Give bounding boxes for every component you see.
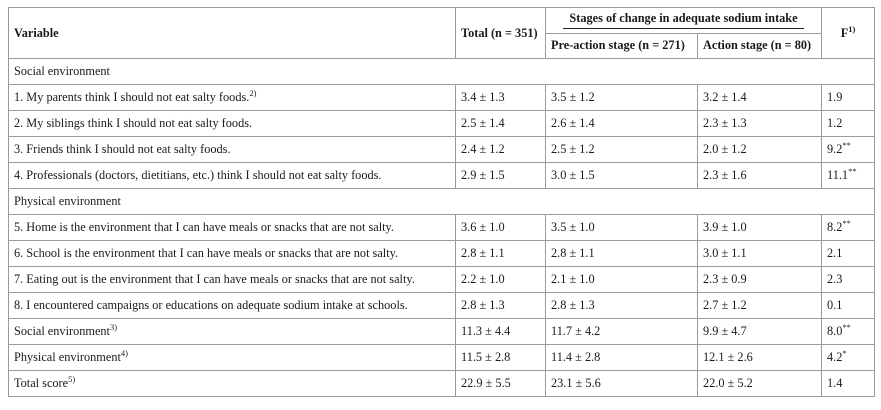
header-variable: Variable <box>9 8 456 59</box>
cell-total: 2.8 ± 1.1 <box>456 241 546 267</box>
section-row-social <box>9 59 875 85</box>
table-row <box>9 85 875 111</box>
cell-action: 2.3 ± 1.3 <box>698 111 822 137</box>
cell-action: 12.1 ± 2.6 <box>698 345 822 371</box>
row-label <box>9 137 456 163</box>
row-label-text: 2. My siblings think I should not eat salty foods. <box>14 116 253 130</box>
row-label <box>9 371 456 397</box>
cell-f-value: 9.2 <box>827 142 843 156</box>
cell-pre-action: 11.7 ± 4.2 <box>546 319 698 345</box>
section-physical: Physical environment <box>9 189 875 215</box>
cell-f-value: 1.9 <box>827 90 843 104</box>
cell-f-value: 2.3 <box>827 272 843 286</box>
table-row <box>9 137 875 163</box>
row-label <box>9 85 456 111</box>
cell-total: 11.3 ± 4.4 <box>456 319 546 345</box>
cell-f <box>822 111 875 137</box>
table-row <box>9 345 875 371</box>
cell-f-value: 1.2 <box>827 116 843 130</box>
row-label <box>9 267 456 293</box>
table-row <box>9 111 875 137</box>
row-label <box>9 111 456 137</box>
row-label-text: 1. My parents think I should not eat salty foods. <box>14 90 250 104</box>
cell-f <box>822 345 875 371</box>
header-f-footnote: 1) <box>848 23 856 34</box>
row-label-text: 3. Friends think I should not eat salty foods. <box>14 142 231 156</box>
cell-f-value: 0.1 <box>827 298 843 312</box>
cell-f-sig: * <box>842 348 847 358</box>
header-f <box>822 8 875 59</box>
cell-f-sig: ** <box>842 140 851 150</box>
cell-action: 3.9 ± 1.0 <box>698 215 822 241</box>
table-row <box>9 293 875 319</box>
cell-total: 2.2 ± 1.0 <box>456 267 546 293</box>
row-label-text: 7. Eating out is the environment that I can have meals or snacks that are not salty. <box>14 272 415 286</box>
cell-pre-action: 11.4 ± 2.8 <box>546 345 698 371</box>
cell-total: 22.9 ± 5.5 <box>456 371 546 397</box>
cell-action: 3.0 ± 1.1 <box>698 241 822 267</box>
cell-f <box>822 293 875 319</box>
cell-f-value: 2.1 <box>827 246 843 260</box>
row-label-footnote: 3) <box>109 322 118 332</box>
cell-pre-action: 3.5 ± 1.2 <box>546 85 698 111</box>
cell-action: 22.0 ± 5.2 <box>698 371 822 397</box>
cell-pre-action: 2.5 ± 1.2 <box>546 137 698 163</box>
table-row <box>9 215 875 241</box>
cell-total: 2.9 ± 1.5 <box>456 163 546 189</box>
cell-f-sig: ** <box>842 322 851 332</box>
cell-pre-action: 2.8 ± 1.1 <box>546 241 698 267</box>
row-label-text: Total score <box>14 376 69 390</box>
header-action: Action stage (n = 80) <box>698 33 822 59</box>
row-label <box>9 163 456 189</box>
cell-f <box>822 267 875 293</box>
cell-f <box>822 241 875 267</box>
cell-action: 9.9 ± 4.7 <box>698 319 822 345</box>
row-label <box>9 319 456 345</box>
row-label-footnote: 2) <box>249 88 257 98</box>
table-row <box>9 319 875 345</box>
cell-action: 2.7 ± 1.2 <box>698 293 822 319</box>
cell-f <box>822 371 875 397</box>
cell-f-value: 4.2 <box>827 350 843 364</box>
cell-f <box>822 319 875 345</box>
cell-f-value: 8.0 <box>827 324 843 338</box>
cell-total: 3.4 ± 1.3 <box>456 85 546 111</box>
cell-pre-action: 3.5 ± 1.0 <box>546 215 698 241</box>
cell-action: 2.3 ± 0.9 <box>698 267 822 293</box>
row-label <box>9 345 456 371</box>
table-row <box>9 267 875 293</box>
header-f-label: F <box>840 25 849 40</box>
row-label-footnote: 4) <box>120 348 128 358</box>
row-label-text: 5. Home is the environment that I can have meals or snacks that are not salty. <box>14 220 394 234</box>
header-stages <box>546 8 822 34</box>
row-label-text: 6. School is the environment that I can have meals or snacks that are not salty. <box>14 246 399 260</box>
cell-f <box>822 85 875 111</box>
cell-f-value: 11.1 <box>827 168 849 182</box>
cell-f <box>822 215 875 241</box>
cell-action: 3.2 ± 1.4 <box>698 85 822 111</box>
cell-f-value: 8.2 <box>827 220 843 234</box>
cell-f-sig: ** <box>848 166 857 176</box>
cell-pre-action: 2.8 ± 1.3 <box>546 293 698 319</box>
header-stages-label: Stages of change in adequate sodium intake <box>563 11 803 29</box>
row-label <box>9 293 456 319</box>
row-label-footnote: 5) <box>68 374 76 384</box>
row-label-text: Physical environment <box>14 350 121 364</box>
row-label <box>9 215 456 241</box>
section-row-physical <box>9 189 875 215</box>
row-label-text: Social environment <box>14 324 110 338</box>
cell-total: 2.8 ± 1.3 <box>456 293 546 319</box>
section-social: Social environment <box>9 59 875 85</box>
cell-total: 2.4 ± 1.2 <box>456 137 546 163</box>
table-row <box>9 163 875 189</box>
sodium-environment-table <box>8 7 875 397</box>
cell-f <box>822 163 875 189</box>
table-row <box>9 371 875 397</box>
row-label-text: 4. Professionals (doctors, dietitians, etc.) think I should not eat salty foods. <box>14 168 382 182</box>
row-label <box>9 241 456 267</box>
cell-action: 2.0 ± 1.2 <box>698 137 822 163</box>
cell-total: 3.6 ± 1.0 <box>456 215 546 241</box>
cell-f <box>822 137 875 163</box>
cell-pre-action: 2.1 ± 1.0 <box>546 267 698 293</box>
cell-f-sig: ** <box>842 218 851 228</box>
row-label-text: 8. I encountered campaigns or educations on adequate sodium intake at schools. <box>14 298 408 312</box>
cell-total: 2.5 ± 1.4 <box>456 111 546 137</box>
header-pre-action: Pre-action stage (n = 271) <box>546 33 698 59</box>
cell-f-value: 1.4 <box>827 376 843 390</box>
header-total: Total (n = 351) <box>456 8 546 59</box>
cell-pre-action: 23.1 ± 5.6 <box>546 371 698 397</box>
cell-action: 2.3 ± 1.6 <box>698 163 822 189</box>
cell-pre-action: 3.0 ± 1.5 <box>546 163 698 189</box>
table-row <box>9 241 875 267</box>
cell-total: 11.5 ± 2.8 <box>456 345 546 371</box>
cell-pre-action: 2.6 ± 1.4 <box>546 111 698 137</box>
